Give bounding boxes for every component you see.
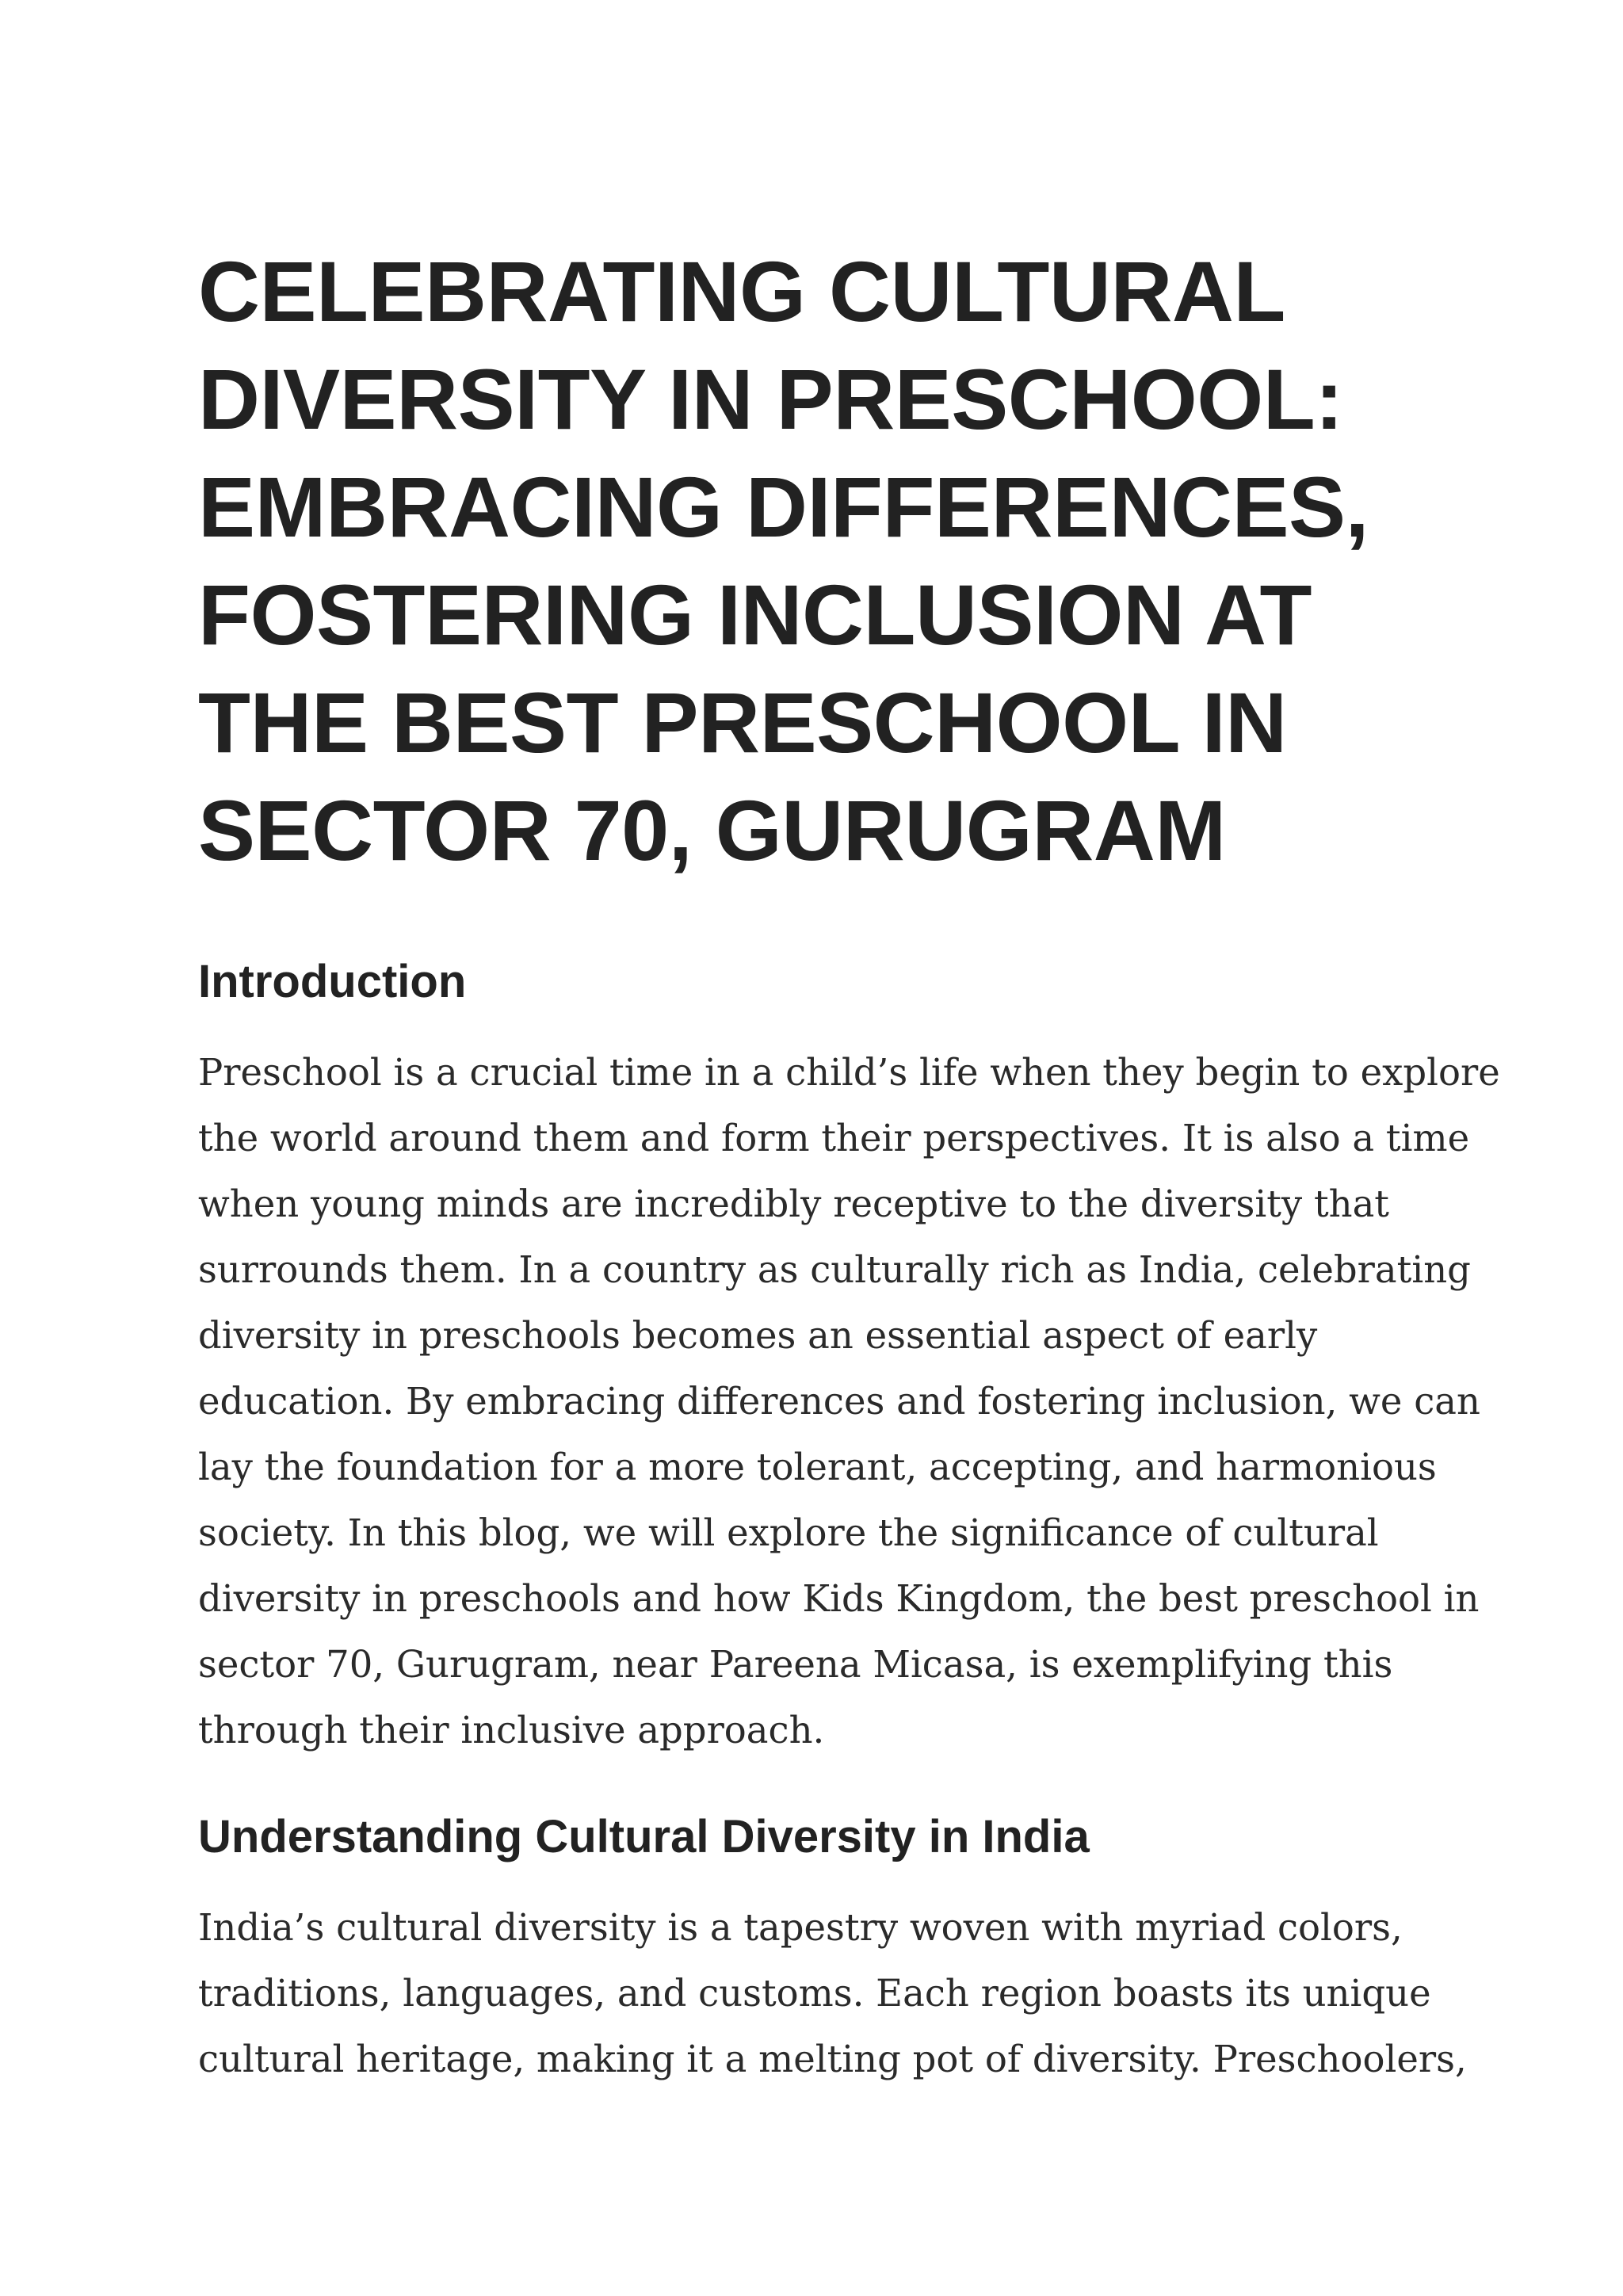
title-line: DIVERSITY IN PRESCHOOL: xyxy=(198,351,1343,447)
paragraph-line: education. By embracing differences and fostering inclusion, we can xyxy=(198,1380,1480,1423)
paragraph-line: cultural heritage, making it a melting pot of diversity. Preschoolers, xyxy=(198,2038,1467,2080)
section-heading-cultural-diversity: Understanding Cultural Diversity in India xyxy=(198,1811,1090,1862)
cultural-diversity-paragraph xyxy=(198,1895,1467,2092)
paragraph-line: when young minds are incredibly receptive to the diversity that xyxy=(198,1182,1389,1225)
paragraph-line: surrounds them. In a country as culturally rich as India, celebrating xyxy=(198,1248,1471,1291)
paragraph-line: lay the foundation for a more tolerant, accepting, and harmonious xyxy=(198,1446,1437,1488)
title-line: EMBRACING DIFFERENCES, xyxy=(198,459,1369,555)
document-page xyxy=(198,238,1500,2138)
paragraph-line: traditions, languages, and customs. Each region boasts its unique xyxy=(198,1972,1431,2015)
paragraph-line: Preschool is a crucial time in a child’s life when they begin to explore xyxy=(198,1051,1500,1094)
paragraph-line: the world around them and form their perspectives. It is also a time xyxy=(198,1117,1470,1159)
title-line: THE BEST PRESCHOOL IN xyxy=(198,674,1287,770)
paragraph-line: diversity in preschools becomes an essential aspect of early xyxy=(198,1314,1318,1357)
article-title xyxy=(198,238,1450,884)
paragraph-line: society. In this blog, we will explore the significance of cultural xyxy=(198,1511,1379,1554)
title-line: CELEBRATING CULTURAL xyxy=(198,243,1285,339)
title-line: FOSTERING INCLUSION AT xyxy=(198,567,1312,663)
paragraph-line: diversity in preschools and how Kids Kingdom, the best preschool in xyxy=(198,1577,1480,1620)
paragraph-line: sector 70, Gurugram, near Pareena Micasa, is exemplifying this xyxy=(198,1643,1393,1686)
paragraph-line: through their inclusive approach. xyxy=(198,1709,825,1752)
title-line: SECTOR 70, GURUGRAM xyxy=(198,782,1226,878)
section-heading-introduction: Introduction xyxy=(198,956,467,1007)
paragraph-line: India’s cultural diversity is a tapestry woven with myriad colors, xyxy=(198,1906,1403,1949)
introduction-paragraph xyxy=(198,1040,1500,1763)
